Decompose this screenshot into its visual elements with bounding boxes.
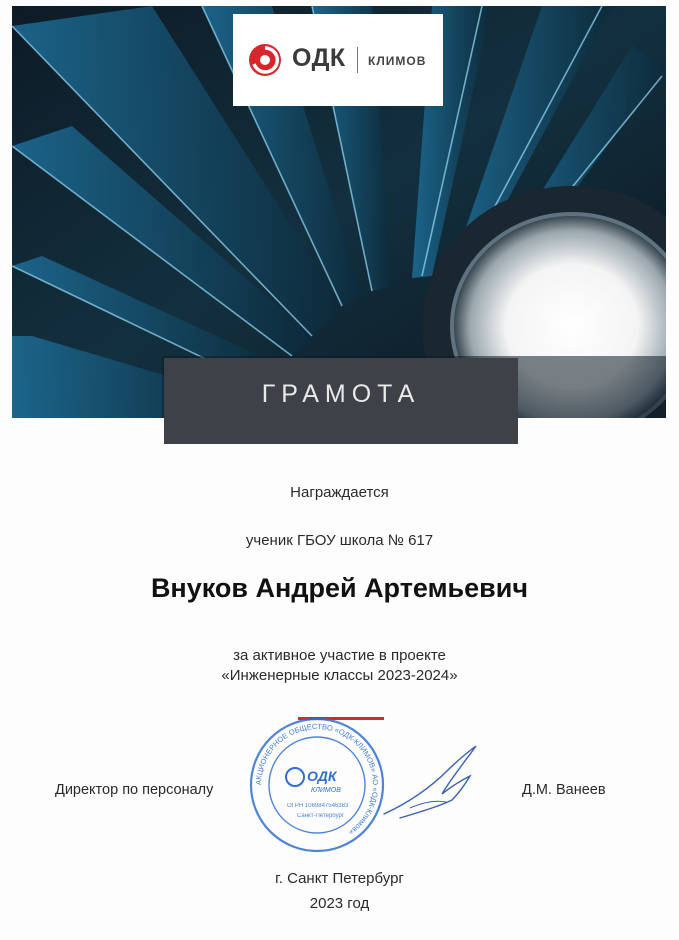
svg-text:АКЦИОНЕРНОЕ ОБЩЕСТВО «ОДК-КЛИМ: АКЦИОНЕРНОЕ ОБЩЕСТВО «ОДК-КЛИМОВ» АО «ОДК-Климов» (253, 721, 381, 838)
reason-line-1: за активное участие в проекте (233, 647, 446, 664)
odk-logo-icon (247, 42, 283, 78)
awarded-label: Награждается (290, 484, 389, 501)
signatory-name: Д.М. Ванеев (522, 782, 606, 798)
svg-text:ОГРН 1069847546383: ОГРН 1069847546383 (287, 803, 349, 809)
handwritten-signature (380, 742, 492, 824)
logo-brand: ОДК (292, 44, 346, 72)
svg-text:ОДК: ОДК (307, 768, 337, 784)
svg-text:КЛИМОВ: КЛИМОВ (311, 787, 341, 794)
logo-divider (357, 47, 358, 73)
recipient-name: Внуков Андрей Артемьевич (150, 573, 529, 603)
footer-year: 2023 год (309, 895, 370, 912)
svg-text:Санкт-Петербург: Санкт-Петербург (297, 813, 345, 819)
student-line: ученик ГБОУ школа № 617 (245, 532, 434, 549)
certificate-title: ГРАМОТА (261, 380, 421, 408)
company-seal-stamp (247, 715, 387, 855)
reason-line-2: «Инженерные классы 2023-2024» (221, 667, 458, 684)
logo-subbrand: КЛИМОВ (368, 54, 427, 68)
footer-city: г. Санкт Петербург (275, 870, 404, 887)
signatory-position: Директор по персоналу (55, 782, 214, 798)
